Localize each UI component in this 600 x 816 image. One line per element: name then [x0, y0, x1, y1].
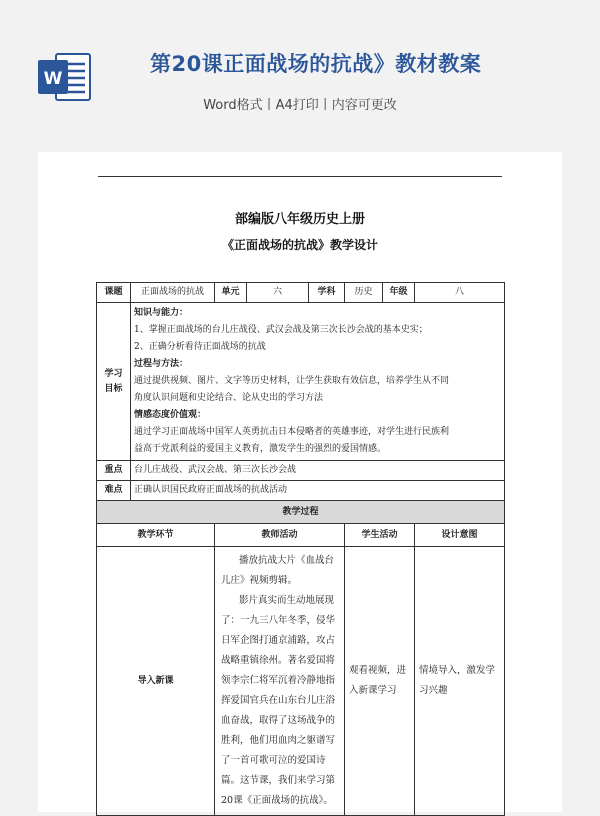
- teacher-activity-cell: [215, 547, 345, 816]
- objectives-row: [97, 303, 505, 461]
- subject-value: 历史: [345, 283, 383, 303]
- header-rule: [98, 176, 502, 177]
- teacher-paragraph: 播放抗战大片《血战台儿庄》视频剪辑。: [221, 555, 335, 586]
- objective-line: 2、正确分析看待正面战场的抗战: [134, 342, 266, 352]
- key-point-value: 台儿庄战役、武汉会战、第三次长沙会战: [131, 461, 505, 481]
- objective-line: 角度认识问题和史论结合、论从史出的学习方法: [134, 393, 324, 403]
- key-point-label: 重点: [97, 461, 131, 481]
- difficulty-label: 难点: [97, 481, 131, 501]
- column-stage: 教学环节: [97, 524, 215, 547]
- objective-line: 情感态度价值观：: [134, 410, 207, 420]
- column-intent: 设计意图: [415, 524, 505, 547]
- student-activity-cell: 观看视频，进入新课学习: [345, 547, 415, 816]
- unit-label: 单元: [215, 283, 247, 303]
- difficulty-value: 正确认识国民政府正面战场的抗战活动: [131, 481, 505, 501]
- objective-line: 过程与方法：: [134, 359, 189, 369]
- key-point-row: [97, 461, 505, 481]
- svg-text:W: W: [43, 69, 63, 89]
- topic-value: 正面战场的抗战: [131, 283, 215, 303]
- objectives-content: [131, 303, 505, 461]
- objective-line: 通过提供视频、图片、文字等历史材料，让学生获取有效信息，培养学生从不同: [134, 376, 450, 386]
- document-page: [38, 152, 562, 812]
- teacher-paragraph: 影片真实而生动地展现了：一九三八年冬季，侵华日军企图打通京浦路，攻占战略重镇徐州。著名爱国将领李宗仁将军沉着冷静地指挥爱国官兵在山东台儿庄浴血奋战，取得了这场战争的胜利，他们用血肉之躯谱写了一首可歌可泣的爱国诗篇。这节课，我们来学习第20课《正面战场的抗战》。: [221, 595, 336, 806]
- info-row: [97, 283, 505, 303]
- difficulty-row: [97, 481, 505, 501]
- process-row: [97, 547, 505, 816]
- design-intent-cell: 情境导入，激发学习兴趣: [415, 547, 505, 816]
- column-student: 学生活动: [345, 524, 415, 547]
- objective-line: 知识与能力：: [134, 308, 189, 318]
- objectives-label-line2: 目标: [104, 383, 123, 394]
- grade-label: 年级: [383, 283, 415, 303]
- objectives-label-line1: 学习: [104, 368, 123, 379]
- objective-line: 益高于党派利益的爱国主义教育，激发学生的强烈的爱国情感。: [134, 444, 387, 454]
- unit-value: 六: [247, 283, 309, 303]
- banner-subtitle: Word格式丨A4打印丨内容可更改: [203, 98, 397, 113]
- objective-line: 1、掌握正面战场的台儿庄战役、武汉会战及第三次长沙会战的基本史实；: [134, 325, 428, 335]
- process-header: 教学过程: [97, 501, 505, 524]
- subject-label: 学科: [309, 283, 345, 303]
- objective-line: 通过学习正面战场中国军人英勇抗击日本侵略者的英雄事迹，对学生进行民族利: [134, 427, 450, 437]
- document-title-line1: 部编版八年级历史上册: [234, 212, 365, 227]
- banner-title: 第20课正面战场的抗战》教材教案: [150, 52, 482, 76]
- document-title-line2: 《正面战场的抗战》教学设计: [221, 238, 378, 252]
- topic-label: 课题: [97, 283, 131, 303]
- grade-value: 八: [415, 283, 505, 303]
- process-columns-row: [97, 524, 505, 547]
- stage-cell: 导入新课: [97, 547, 215, 816]
- objectives-label: [97, 303, 131, 461]
- lesson-plan-table: [96, 282, 505, 816]
- process-header-row: [97, 501, 505, 524]
- banner: [0, 0, 600, 140]
- column-teacher: 教师活动: [215, 524, 345, 547]
